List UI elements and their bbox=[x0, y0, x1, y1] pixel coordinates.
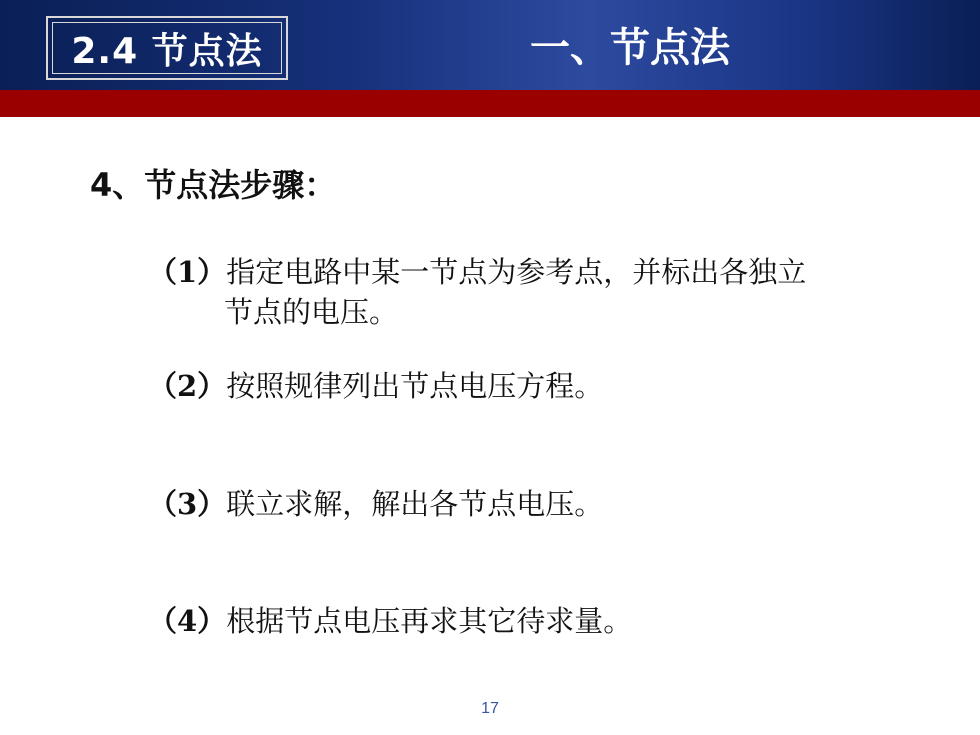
step-1 bbox=[148, 250, 806, 291]
step-3-number: （3） bbox=[148, 487, 227, 521]
step-1-number: （1） bbox=[148, 255, 227, 289]
step-4-number: （4） bbox=[148, 604, 227, 638]
page-number: 17 bbox=[481, 700, 499, 717]
step-1-text: 指定电路中某一节点为参考点，并标出各独立 bbox=[226, 255, 807, 289]
step-2 bbox=[148, 364, 603, 405]
slide-title: 一、节点法 bbox=[530, 25, 730, 71]
step-3-text: 联立求解，解出各节点电压。 bbox=[226, 487, 604, 521]
step-2-text: 按照规律列出节点电压方程。 bbox=[226, 369, 604, 403]
step-4-text: 根据节点电压再求其它待求量。 bbox=[226, 604, 633, 638]
step-2-number: （2） bbox=[148, 369, 227, 403]
step-3 bbox=[148, 482, 603, 523]
section-label-box bbox=[46, 16, 288, 80]
step-4 bbox=[148, 599, 632, 640]
section-label: 2.4 节点法 bbox=[52, 22, 282, 74]
step-1-continuation: 节点的电压。 bbox=[224, 295, 399, 329]
steps-heading: 4、节点法步骤： bbox=[90, 166, 337, 204]
header-red-stripe bbox=[0, 90, 980, 117]
